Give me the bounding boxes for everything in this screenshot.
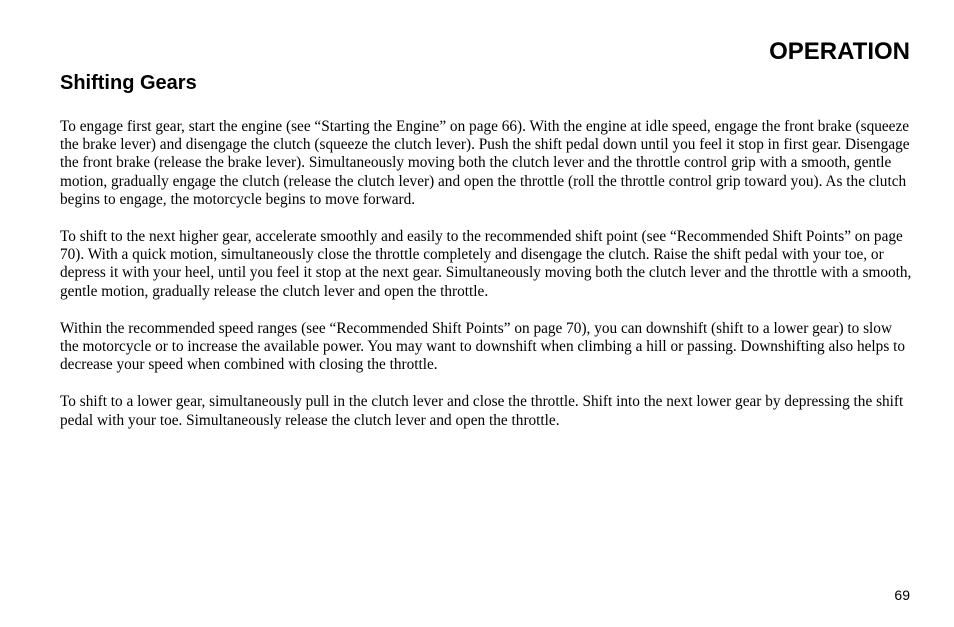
paragraph-first-gear: To engage first gear, start the engine (see “Starting the Engine” on page 66). With the engine at idle speed, engage the front brake (squeeze the brake lever) and disengage the clutch (squeeze the clutch lever). Push the shift pedal down until you feel it stop in first gear. Disengage the front brake (release the brake lever). Simultaneously moving both the clutch lever and the throttle control grip with a smooth, gentle motion, gradually engage the clutch (release the clutch lever) and open the throttle (roll the throttle control grip toward you). As the clutch begins to engage, the motorcycle begins to move forward. [60, 118, 910, 208]
chapter-title: OPERATION [769, 38, 910, 65]
paragraph-downshift-procedure: To shift to a lower gear, simultaneously pull in the clutch lever and close the throttle. Shift into the next lower gear by depressing the shift pedal with your toe. Simultaneously release the clutch lever and open the throttle. [60, 393, 904, 429]
paragraph-downshift-ranges: Within the recommended speed ranges (see “Recommended Shift Points” on page 70), you can downshift (shift to a lower gear) to slow the motorcycle or to increase the available power. You may want to downshift when climbing a hill or passing. Downshifting also helps to decrease your speed when combined with closing the throttle. [60, 319, 905, 374]
section-title: Shifting Gears [60, 72, 197, 94]
page-number: 69 [894, 587, 910, 603]
body-text [60, 118, 912, 449]
paragraph-upshift: To shift to the next higher gear, accelerate smoothly and easily to the recommended shift point (see “Recommended Shift Points” on page 70). With a quick motion, simultaneously close the throttle completely and disengage the clutch. Raise the shift pedal with your toe, or depress it with your heel, until you feel it stop at the next gear. Simultaneously moving both the clutch lever and the throttle with a smooth, gentle motion, gradually release the clutch lever and open the throttle. [60, 228, 912, 300]
